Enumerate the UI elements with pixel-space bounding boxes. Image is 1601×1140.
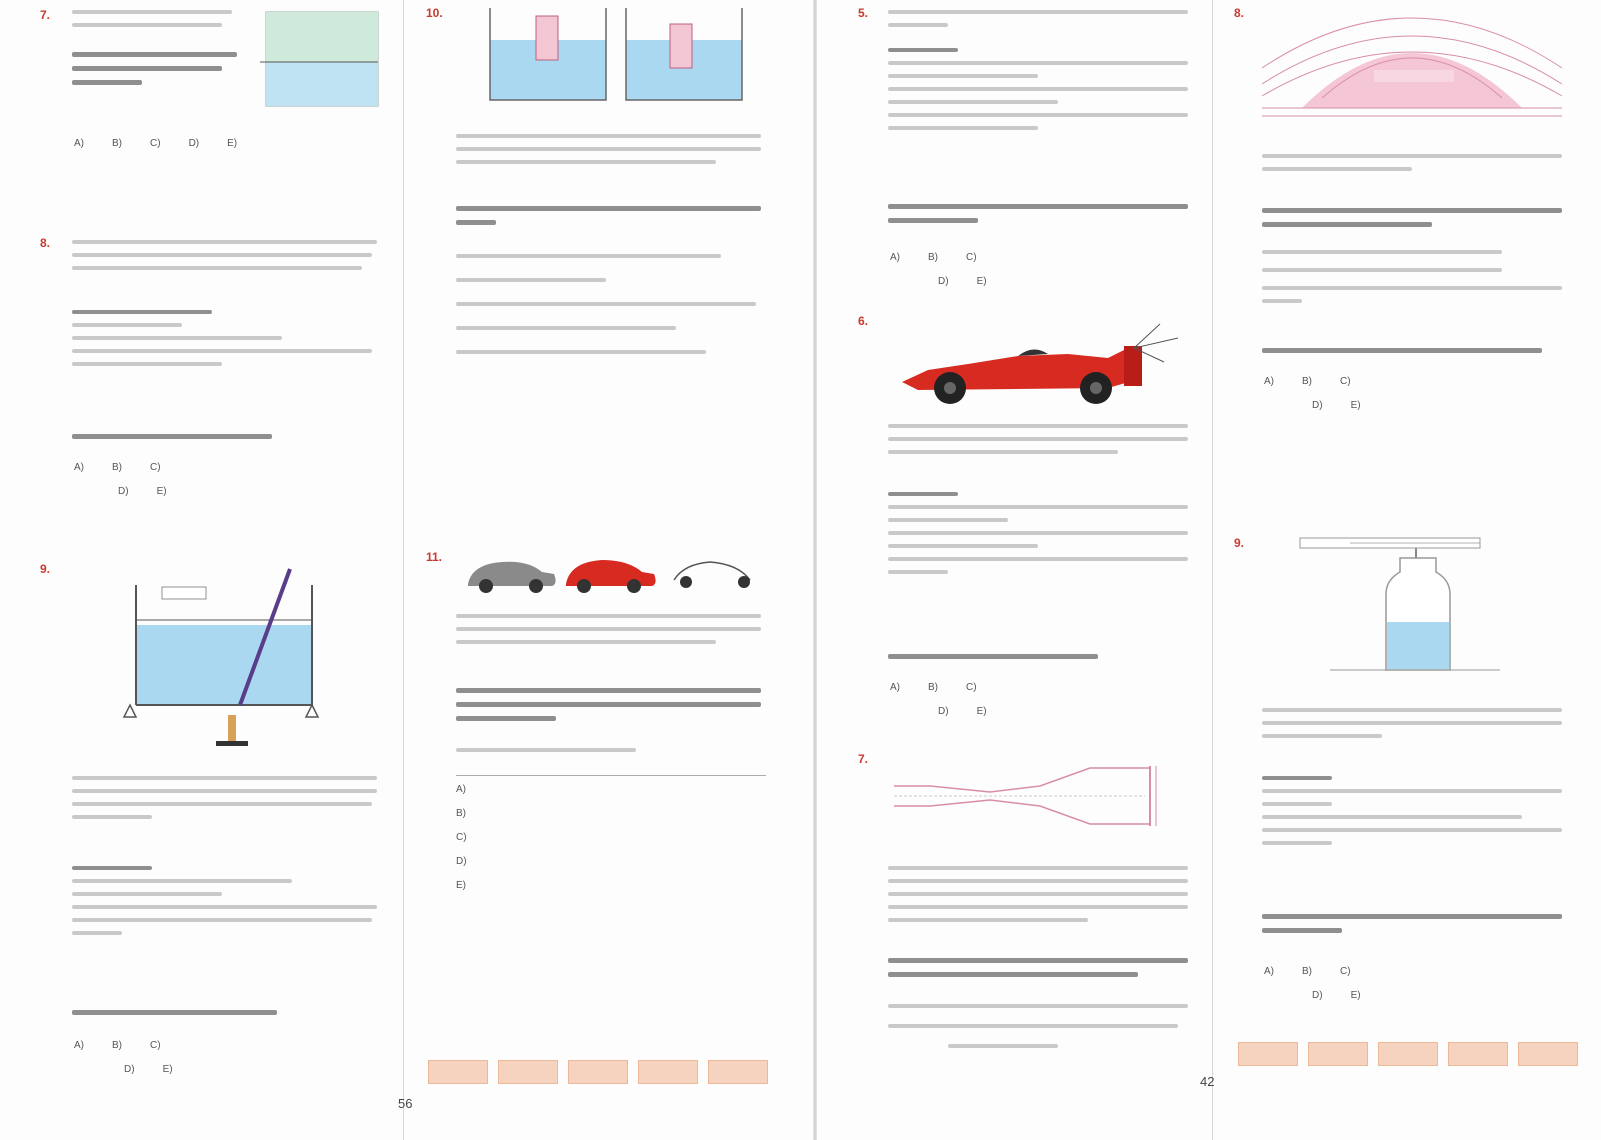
funnel-pipe-diagram	[890, 756, 1180, 846]
table-cell	[676, 832, 766, 856]
question-text	[456, 134, 766, 173]
page-number: 56	[398, 1096, 413, 1111]
question-text	[72, 240, 382, 279]
question-prompt	[888, 204, 1193, 232]
table-row	[456, 880, 766, 904]
answer-choices: A) B) C)	[1264, 966, 1351, 977]
table-cell: B)	[456, 808, 466, 819]
table-cell: C)	[456, 832, 467, 843]
answer-key-cell	[708, 1060, 768, 1084]
answer-key-cell	[1238, 1042, 1298, 1066]
answer-choices: D) E)	[938, 706, 987, 717]
question-number: 11.	[426, 550, 443, 564]
question-text	[888, 866, 1193, 931]
question-number: 5.	[858, 6, 869, 20]
answer-choices: D) E)	[118, 486, 167, 497]
answer-choices	[888, 1004, 1193, 1057]
answer-key-cell	[568, 1060, 628, 1084]
question-prompt	[1262, 348, 1567, 362]
layered-liquid-diagram	[260, 8, 385, 108]
answer-key-cell	[498, 1060, 558, 1084]
table-cell	[676, 880, 766, 904]
race-car-illustration	[898, 318, 1198, 408]
question-prompt	[888, 654, 1108, 668]
answer-choices: D) E)	[1312, 990, 1361, 1001]
column-divider	[403, 0, 404, 1140]
statement-list	[1262, 250, 1567, 312]
answer-key-cell	[1448, 1042, 1508, 1066]
question-prompt	[456, 688, 766, 730]
statement-list	[1262, 776, 1567, 854]
table-cell	[486, 784, 581, 808]
question-number: 7.	[40, 8, 51, 22]
table-row	[456, 832, 766, 856]
answer-key-strip	[428, 1060, 768, 1082]
statement-list	[72, 310, 382, 375]
table-cell	[486, 880, 581, 904]
question-prompt	[1262, 914, 1567, 942]
statement-list	[72, 866, 382, 944]
question-prompt	[456, 206, 766, 234]
question-number: 10.	[426, 6, 443, 20]
column-divider	[1212, 0, 1213, 1140]
table-cell	[581, 784, 676, 808]
answer-choices: A) B) C)	[74, 1040, 161, 1051]
table-cell	[676, 784, 766, 808]
table-cell	[581, 880, 676, 904]
question-number: 8.	[40, 236, 51, 250]
answer-choices	[456, 254, 766, 363]
floating-object-diagrams	[488, 6, 768, 116]
question-number: 6.	[858, 314, 869, 328]
container-refraction-diagram	[112, 565, 342, 755]
answer-table	[456, 772, 766, 904]
answer-choices: A) B) C)	[890, 252, 977, 263]
page-number: 42	[1200, 1074, 1215, 1089]
question-number: 7.	[858, 752, 869, 766]
table-cell	[676, 856, 766, 880]
question-number: 9.	[40, 562, 51, 576]
answer-choices: A) B) C)	[1264, 376, 1351, 387]
book-gutter	[813, 0, 817, 1140]
question-number: 9.	[1234, 536, 1245, 550]
question-prompt	[72, 1010, 282, 1024]
answer-key-cell	[428, 1060, 488, 1084]
question-prompt	[888, 958, 1193, 986]
answer-choices: A) B) C)	[74, 462, 161, 473]
table-cell: E)	[456, 880, 466, 891]
statement-list	[888, 48, 1193, 139]
table-cell: A)	[456, 784, 466, 795]
question-text	[72, 10, 242, 36]
bottle-straw-diagram	[1290, 530, 1530, 680]
table-cell	[581, 856, 676, 880]
table-header	[456, 772, 766, 776]
table-cell	[676, 808, 766, 832]
table-cell	[486, 832, 581, 856]
question-text	[888, 10, 1193, 36]
answer-key-cell	[1308, 1042, 1368, 1066]
answer-choices: A) B) C) D) E)	[74, 138, 238, 149]
question-prompt	[72, 52, 242, 94]
table-cell	[486, 808, 581, 832]
question-prompt	[1262, 208, 1567, 236]
question-text	[1262, 708, 1567, 747]
answer-choices: A) B) C)	[890, 682, 977, 693]
table-cell: D)	[456, 856, 467, 867]
question-text	[888, 424, 1193, 463]
question-text	[456, 614, 766, 653]
answer-key-cell	[1518, 1042, 1578, 1066]
statement-list	[888, 492, 1193, 583]
table-cell	[581, 808, 676, 832]
question-text	[72, 776, 382, 828]
table-row	[456, 856, 766, 880]
answer-choices: D) E)	[124, 1064, 173, 1075]
question-number: 8.	[1234, 6, 1245, 20]
question-text	[1262, 154, 1567, 180]
answer-choices: D) E)	[938, 276, 987, 287]
table-row	[456, 784, 766, 808]
cars-illustration	[462, 550, 762, 600]
answer-key-cell	[638, 1060, 698, 1084]
table-cell	[486, 856, 581, 880]
question-note	[456, 748, 656, 761]
answer-key-strip	[1238, 1042, 1578, 1064]
answer-choices: D) E)	[1312, 400, 1361, 411]
table-cell	[581, 832, 676, 856]
table-row	[456, 808, 766, 832]
question-prompt	[72, 434, 282, 448]
streamline-hump-diagram	[1262, 8, 1562, 138]
answer-key-cell	[1378, 1042, 1438, 1066]
